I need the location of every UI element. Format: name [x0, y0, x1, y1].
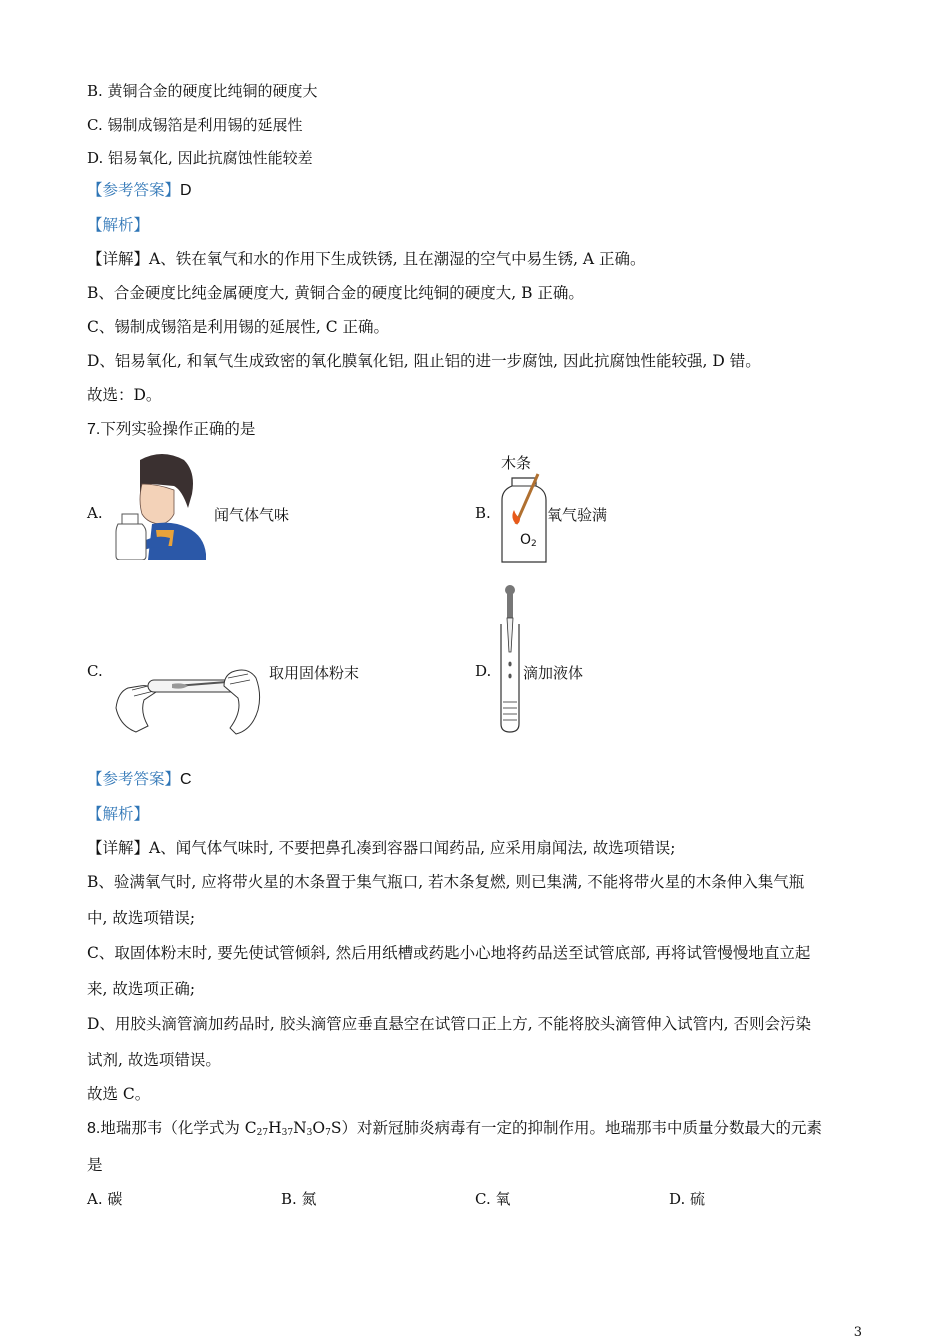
smell-gas-figure [112, 450, 208, 560]
q7-detail-line-7: 试剂, 故选项错误。 [87, 1051, 221, 1069]
q6-answer [87, 180, 192, 201]
q7-answer [87, 769, 192, 790]
o2-label [520, 532, 537, 549]
q6-detail-line-4: D、铝易氧化, 和氧气生成致密的氧化膜氧化铝, 阻止铝的进一步腐蚀, 因此抗腐蚀性能较强, D 错。 [87, 352, 761, 370]
detail-label: 【详解】 [87, 250, 150, 268]
q7-option-d-letter: D. [475, 662, 492, 680]
q6-conclusion: 故选：D。 [87, 386, 162, 404]
q8-stem-line-2: 是 [87, 1156, 103, 1174]
q8-stem-post: S）对新冠肺炎病毒有一定的抑制作用。地瑞那韦中质量分数最大的元素 [330, 1119, 822, 1137]
q7-option-c-caption: 取用固体粉末 [269, 664, 360, 682]
q7-analysis-label: 【解析】 [87, 805, 150, 823]
q6-detail-line-1 [87, 249, 646, 269]
wood-stick-label: 木条 [501, 454, 532, 472]
q8-option-b: B. 氮 [281, 1190, 317, 1208]
formula-element: N [293, 1119, 307, 1137]
oxygen-bottle-figure [498, 472, 550, 564]
q7-detail-line-3: 中, 故选项错误; [87, 909, 196, 927]
q7-stem [87, 419, 255, 440]
formula-element: H [268, 1119, 282, 1137]
q7-option-b-caption: 氧气验满 [547, 506, 608, 524]
q8-number: 8. [87, 1120, 101, 1137]
answer-label: 【参考答案】 [87, 181, 181, 199]
q7-detail-line-1 [87, 838, 676, 858]
formula-sub: 27 [256, 1128, 269, 1138]
answer-value: C [180, 771, 192, 788]
q7-number: 7. [87, 421, 101, 438]
formula-sub: 37 [281, 1128, 294, 1138]
o2-element: O [520, 532, 532, 548]
q8-stem [87, 1118, 822, 1143]
q7-detail-line-5: 来, 故选项正确; [87, 980, 196, 998]
o2-subscript: 2 [531, 539, 537, 549]
powder-tube-figure [112, 656, 264, 736]
formula-sub: 7 [325, 1128, 331, 1138]
q7-conclusion: 故选 C。 [87, 1085, 151, 1103]
q6-option-b: B. 黄铜合金的硬度比纯铜的硬度大 [87, 82, 318, 100]
q7-detail-line-6: D、用胶头滴管滴加药品时, 胶头滴管应垂直悬空在试管口正上方, 不能将胶头滴管伸入试管内, 否则会污染 [87, 1015, 811, 1033]
q7-stem-text: 下列实验操作正确的是 [100, 420, 256, 438]
q7-detail-line-4: C、取固体粉末时, 要先使试管倾斜, 然后用纸槽或药匙小心地将药品送至试管底部, 再将试管慢慢地直立起 [87, 944, 811, 962]
q7-option-b-letter: B. [475, 504, 491, 522]
q6-detail-line-3: C、锡制成锡箔是利用锡的延展性, C 正确。 [87, 318, 390, 336]
q6-detail-line-2: B、合金硬度比纯金属硬度大, 黄铜合金的硬度比纯铜的硬度大, B 正确。 [87, 284, 584, 302]
q7-option-a-caption: 闻气体气味 [214, 506, 290, 524]
q7-option-c-letter: C. [87, 662, 103, 680]
q8-option-c: C. 氧 [475, 1190, 511, 1208]
formula-sub: 3 [306, 1128, 313, 1138]
detail-text: A、闻气体气味时, 不要把鼻孔凑到容器口闻药品, 应采用扇闻法, 故选项错误; [149, 839, 676, 857]
answer-value: D [180, 182, 192, 199]
answer-label: 【参考答案】 [87, 770, 181, 788]
q6-analysis-label: 【解析】 [87, 216, 150, 234]
q8-stem-pre: 地瑞那韦（化学式为 C [100, 1119, 257, 1137]
q7-detail-line-2: B、验满氧气时, 应将带火星的木条置于集气瓶口, 若木条复燃, 则已集满, 不能将带火星的木条伸入集气瓶 [87, 873, 805, 891]
formula-element: O [312, 1119, 326, 1137]
q6-option-d: D. 铝易氧化, 因此抗腐蚀性能较差 [87, 149, 313, 167]
q7-option-d-caption: 滴加液体 [523, 664, 584, 682]
dropper-tube-figure [498, 584, 522, 734]
q7-option-a-letter: A. [87, 504, 103, 522]
q8-option-a: A. 碳 [87, 1190, 123, 1208]
detail-text: A、铁在氧气和水的作用下生成铁锈, 且在潮湿的空气中易生锈, A 正确。 [149, 250, 646, 268]
q6-option-c: C. 锡制成锡箔是利用锡的延展性 [87, 116, 303, 134]
page-number: 3 [853, 1325, 862, 1340]
q8-option-d: D. 硫 [669, 1190, 706, 1208]
detail-label: 【详解】 [87, 839, 150, 857]
